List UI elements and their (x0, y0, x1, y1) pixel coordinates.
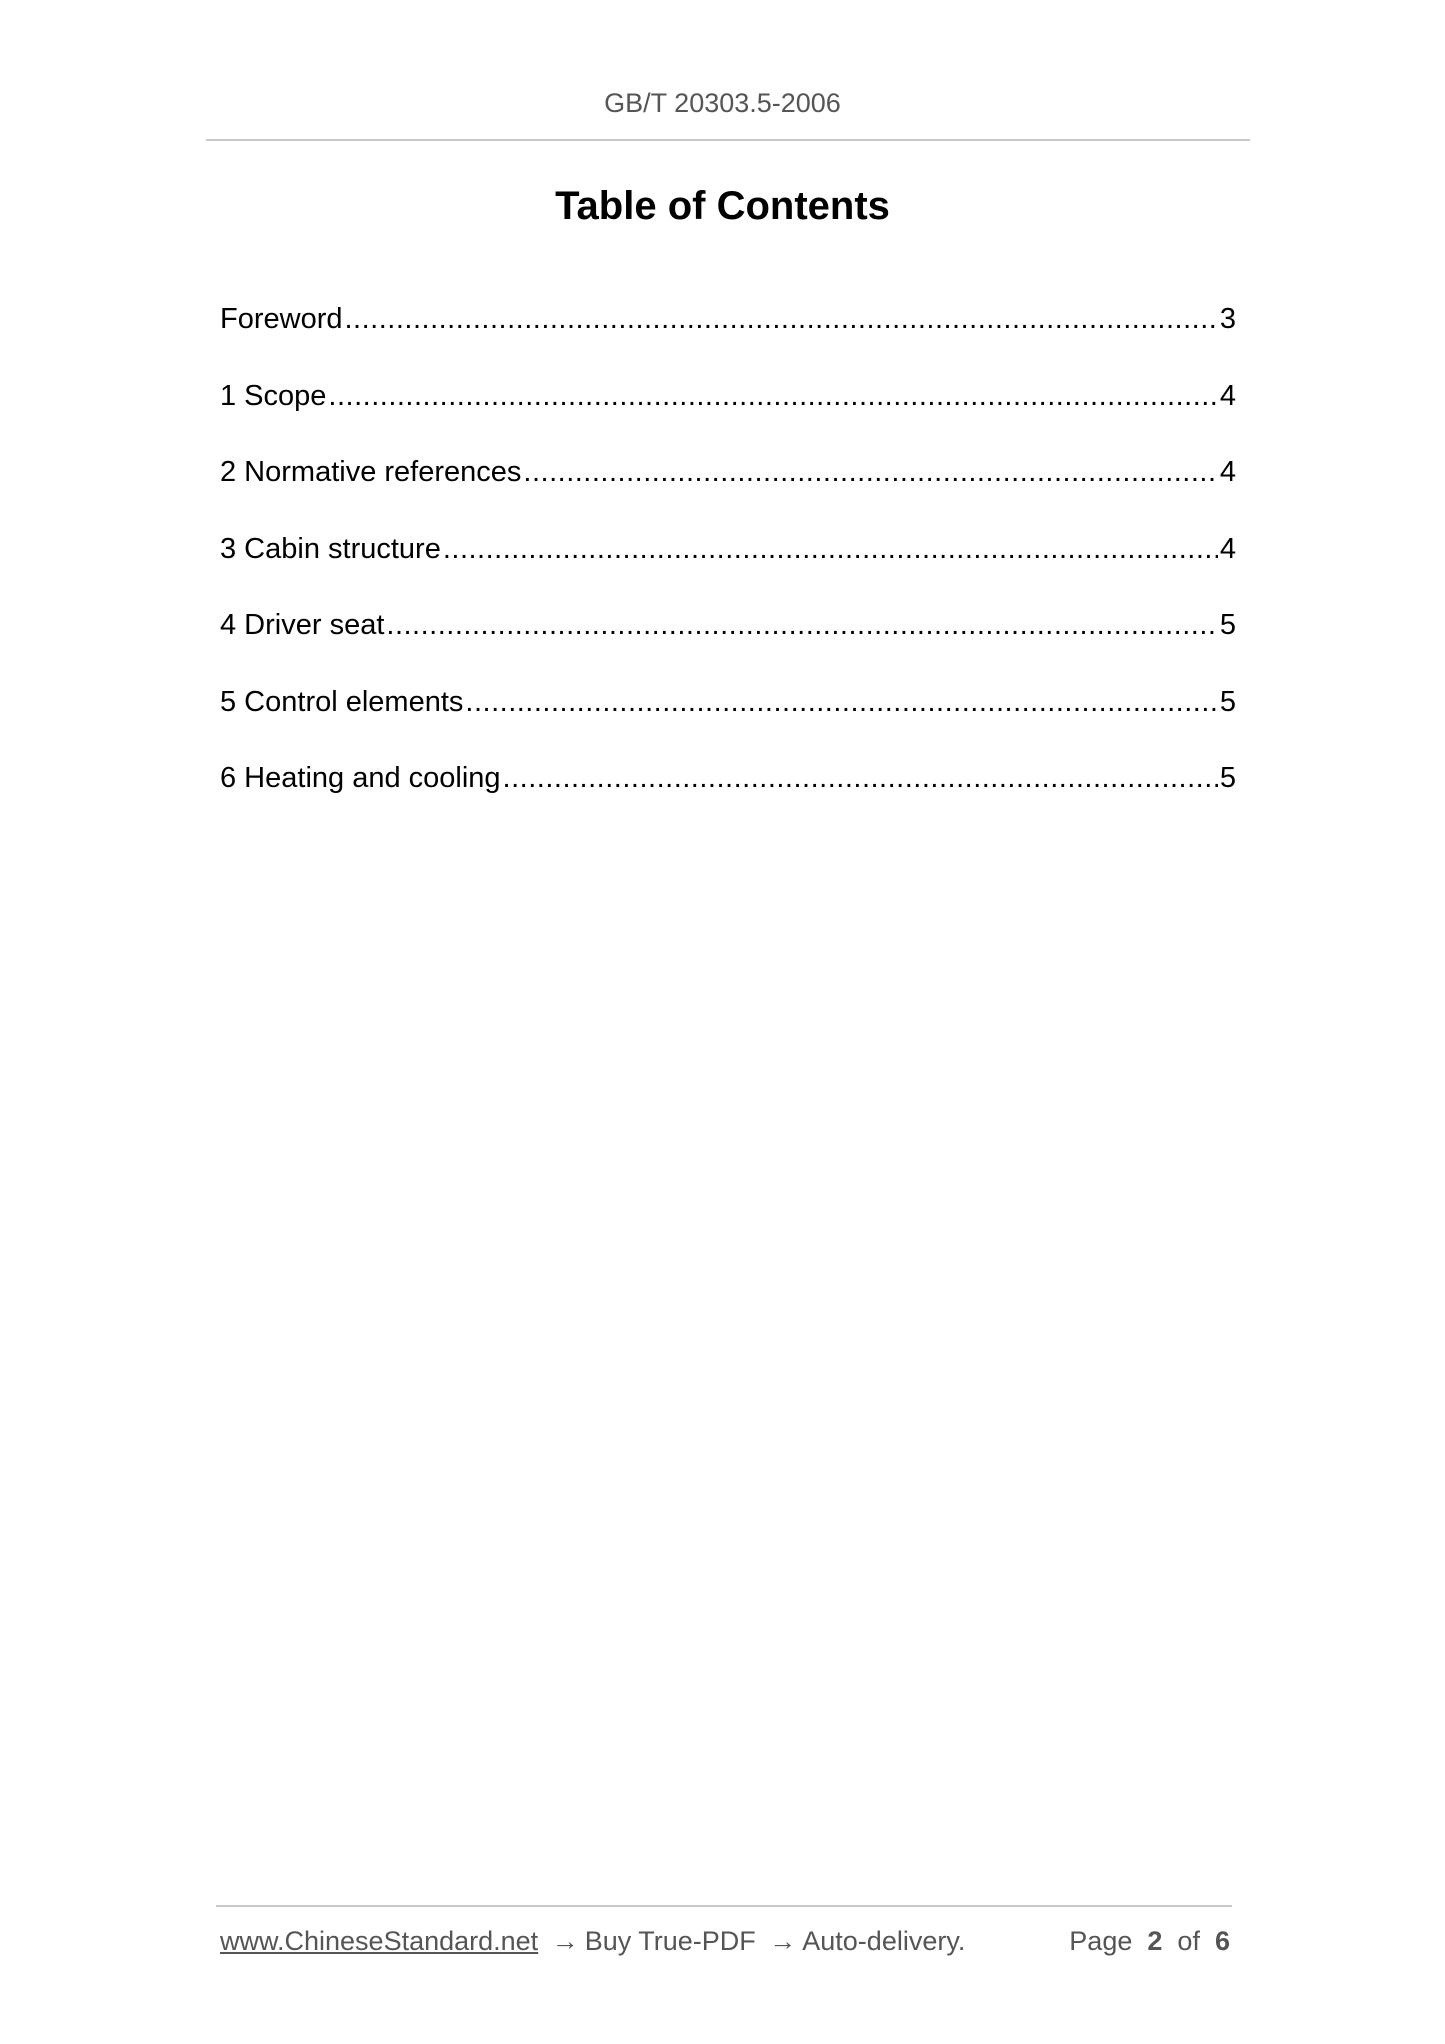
delivery-text: Auto-delivery. (802, 1926, 966, 1956)
page-number (1069, 1926, 1230, 1957)
dot-leader (503, 762, 1218, 795)
toc-entry-label: 1 Scope (220, 379, 327, 412)
document-header: GB/T 20303.5-2006 (604, 88, 841, 118)
toc-entry-page: 5 (1219, 609, 1236, 641)
toc-entry-label: Foreword (220, 303, 343, 335)
dot-leader (443, 533, 1218, 566)
footer-divider (216, 1905, 1232, 1907)
footer-promo (220, 1926, 965, 1957)
toc-entry-page: 5 (1219, 685, 1236, 718)
total-pages: 6 (1214, 1926, 1230, 1956)
toc-entry-label: 5 Control elements (220, 685, 464, 718)
right-arrow-icon: → (769, 1926, 797, 1956)
dot-leader (386, 609, 1217, 642)
toc-entry-driver-seat[interactable] (220, 609, 1236, 686)
header-divider (206, 139, 1250, 141)
toc-entry-page: 5 (1219, 762, 1236, 794)
toc-entry-page: 3 (1219, 303, 1236, 335)
of-label: of (1177, 1926, 1200, 1956)
toc-entry-control-elements[interactable] (220, 686, 1236, 763)
toc-entry-page: 4 (1219, 456, 1236, 488)
toc-entry-foreword[interactable] (220, 303, 1236, 380)
toc-title: Table of Contents (555, 184, 890, 228)
website-link[interactable]: www.ChineseStandard.net (220, 1926, 539, 1956)
dot-leader (523, 456, 1217, 489)
right-arrow-icon: → (551, 1926, 579, 1956)
current-page: 2 (1147, 1926, 1163, 1956)
toc-entry-heating-and-cooling[interactable] (220, 762, 1236, 839)
page-label: Page (1069, 1926, 1133, 1956)
toc-entry-label: 6 Heating and cooling (220, 762, 501, 794)
toc-entry-cabin-structure[interactable] (220, 533, 1236, 610)
toc-entry-page: 4 (1219, 379, 1236, 412)
toc-entry-label: 2 Normative references (220, 456, 522, 488)
dot-leader (345, 303, 1218, 336)
dot-leader (328, 380, 1217, 413)
toc-entry-scope[interactable] (220, 380, 1236, 457)
dot-leader (465, 686, 1217, 719)
toc-entry-normative-references[interactable] (220, 456, 1236, 533)
toc-entry-page: 4 (1219, 532, 1236, 565)
toc-entry-label: 3 Cabin structure (220, 532, 441, 565)
toc-list (220, 303, 1236, 839)
toc-entry-label: 4 Driver seat (220, 609, 385, 641)
buy-text: Buy True-PDF (584, 1926, 756, 1956)
